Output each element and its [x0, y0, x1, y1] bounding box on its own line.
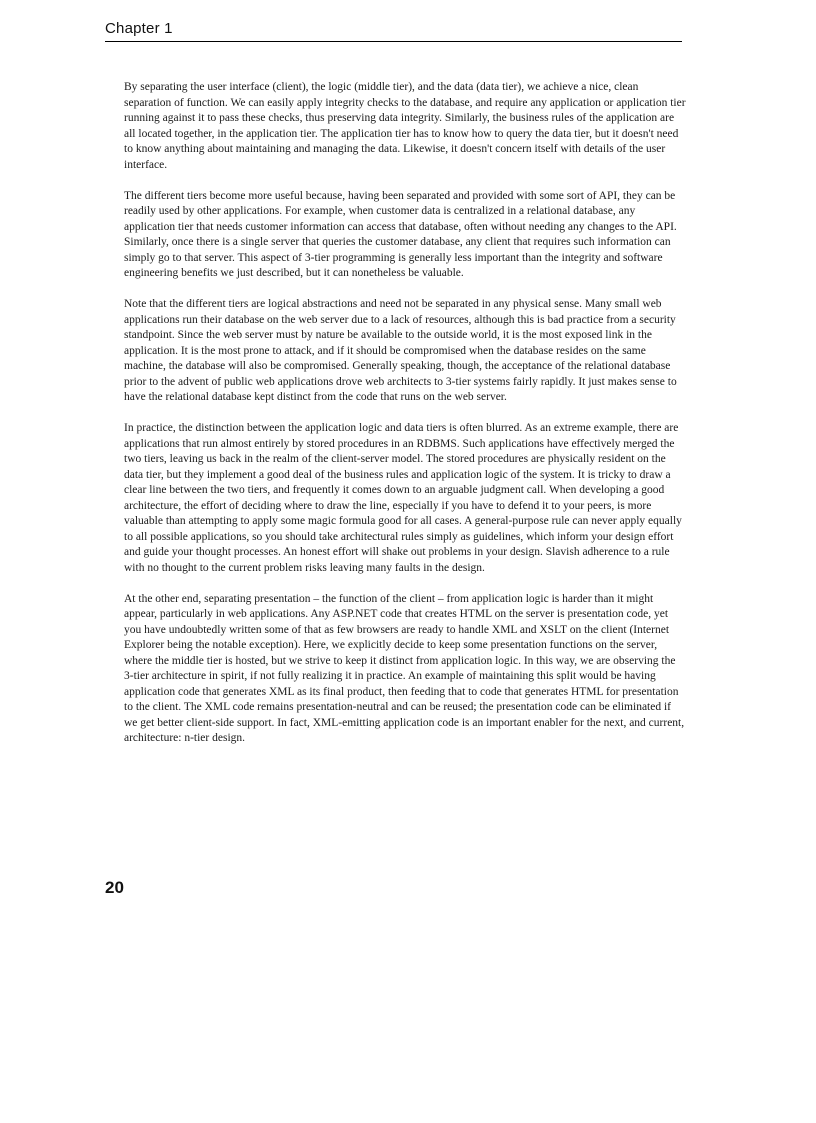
- chapter-title: Chapter 1: [105, 20, 173, 37]
- page-number: 20: [105, 878, 124, 897]
- paragraph: The different tiers become more useful because, having been separated and provided with some sort of API, they can be readily used by other applications. For example, when customer data is centralized in a relational database, any application tier that needs customer information can access that database, often without needing any changes to the API. Similarly, once there is a single server that queries the customer database, any client that requires such information can simply go to that server. This aspect of 3-tier programming is generally less important than the integrity and software engineering benefits we just described, but it can nonetheless be valuable.: [124, 189, 677, 279]
- paragraph: Note that the different tiers are logical abstractions and need not be separated in any physical sense. Many small web applications run their database on the web server due to a lack of resources, although this is bad practice from a security standpoint. Since the web server must by nature be available to the outside world, it is the most exposed link in the application. It is the most prone to attack, and if it should be compromised when the database resides on the same machine, the database will also be compromised. Generally speaking, though, the acceptance of the relational database prior to the advent of public web applications drove web architects to 3-tier systems fairly rapidly. It just makes sense to have the relational database kept distinct from the code that runs on the web server.: [124, 298, 677, 403]
- body-text: [124, 80, 687, 762]
- paragraph: By separating the user interface (client), the logic (middle tier), and the data (data tier), we achieve a nice, clean separation of function. We can easily apply integrity checks to the database, and require any application or application tier running against it to pass these checks, thus preserving data integrity. Similarly, the business rules of the application are all located together, in the application tier. The application tier has to know how to query the data tier, but it doesn't need to know anything about maintaining and managing the data. Likewise, it doesn't concern itself with details of the user interface.: [124, 81, 686, 171]
- paragraph: In practice, the distinction between the application logic and data tiers is often blurred. As an extreme example, there are applications that run almost entirely by stored procedures in an RDBMS. Such applications have effectively merged the two tiers, leaving us back in the realm of the client-server model. The stored procedures are physically resident on the data tier, but they implement a good deal of the business rules and application logic of the system. It is tricky to draw a clear line between the two tiers, and frequently it comes down to an arguable judgment call. When developing a good architecture, the effort of deciding where to draw the line, especially if you have to defend it to your peers, is more valuable than attempting to apply some magic formula good for all cases. A general-purpose rule can never apply equally to all possible applications, so you should take architectural rules simply as guidelines, which inform your design effort and guide your thought processes. An honest effort will shake out problems in your design. Slavish adherence to a rule with no thought to the current problem risks leaving many faults in the design.: [124, 422, 682, 574]
- paragraph: At the other end, separating presentation – the function of the client – from application logic is harder than it might appear, particularly in web applications. Any ASP.NET code that creates HTML on the server is presentation code, yet you have undoubtedly written some of that as few browsers are ready to handle XML and XSLT on the client (Internet Explorer being the notable exception). Here, we explicitly decide to keep some presentation functions on the server, where the middle tier is hosted, but we strive to keep it distinct from application logic. In this way, we are observing the 3-tier architecture in spirit, if not fully realizing it in practice. An example of maintaining this split would be having application code that generates XML as its final product, then feeding that to code that generates HTML for presentation to the client. The XML code remains presentation-neutral and can be reused; the presentation code can be eliminated if we get better client-side support. In fact, XML-emitting application code is an important enabler for the next, and current, architecture: n-tier design.: [124, 592, 685, 744]
- running-header: [105, 19, 682, 42]
